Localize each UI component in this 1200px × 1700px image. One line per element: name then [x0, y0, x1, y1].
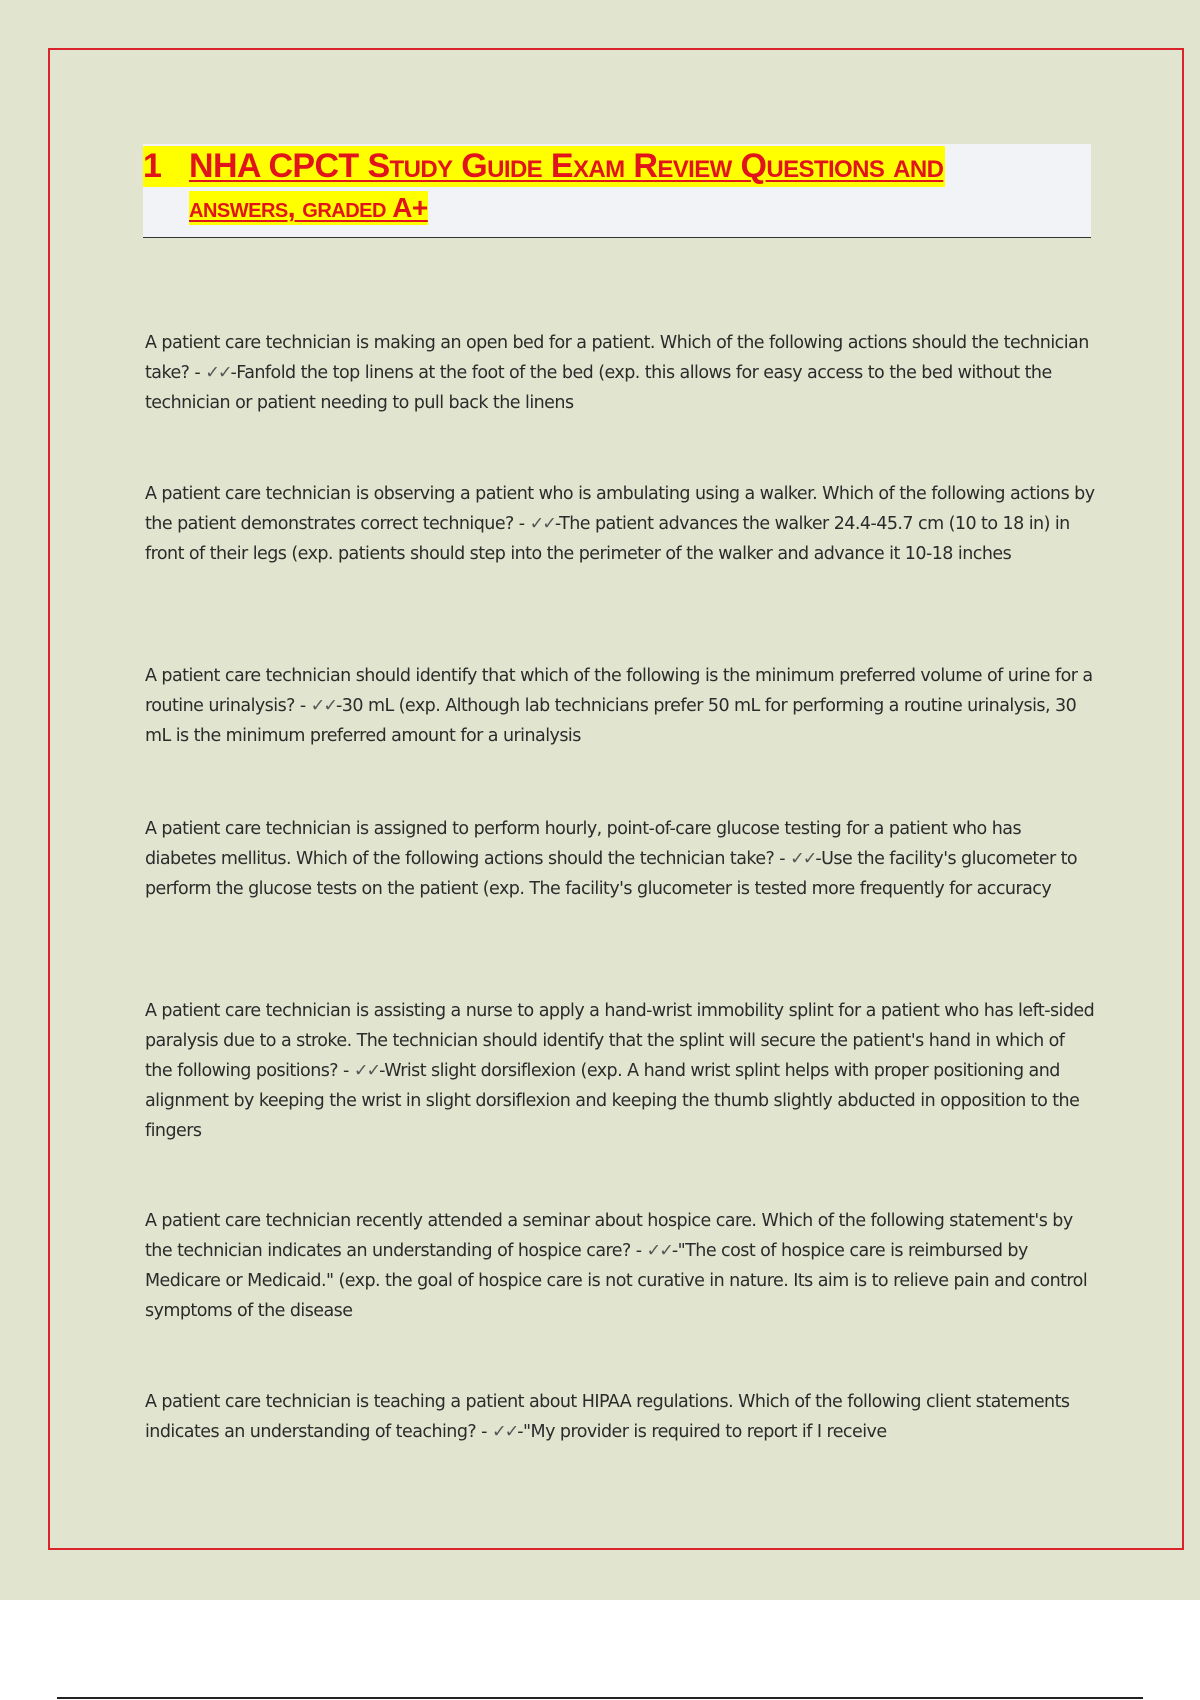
answer-text: -"My provider is required to report if I receive [517, 1422, 887, 1442]
answer-text: -Use the facility's glucometer to perform the glucose tests on the patient (exp. The facility's glucometer is tested more frequently for accuracy [145, 849, 1078, 899]
next-page-rule [57, 1697, 1143, 1699]
title-text-2: answers, graded A+ [189, 192, 428, 223]
answer-text: -30 mL (exp. Although lab technicians prefer 50 mL for performing a routine urinalysis, 30 mL is the minimum preferred amount for a urinalysis [145, 696, 1077, 746]
double-check-icon: ✓✓ [491, 1422, 518, 1442]
answer-text: -Wrist slight dorsiflexion (exp. A hand wrist splint helps with proper positioning and alignment by keeping the wrist in slight dorsiflexion and keeping the thumb slightly abducted in opposition to the fingers [145, 1061, 1080, 1141]
qa-item-2 [145, 479, 1095, 569]
qa-item-7 [145, 1387, 1095, 1447]
qa-item-5 [145, 996, 1095, 1146]
title-line-2 [189, 191, 428, 225]
double-check-icon: ✓✓ [205, 363, 231, 383]
question-text: A patient care technician recently attended a seminar about hospice care. Which of the following statement's by the technician indicates an understanding of hospice care? - [145, 1211, 1073, 1261]
answer-text: -"The cost of hospice care is reimbursed by Medicare or Medicaid." (exp. the goal of hospice care is not curative in nature. Its aim is to relieve pain and control symptoms of the disease [145, 1241, 1088, 1321]
heading-number: 1 [143, 147, 162, 185]
qa-item-1 [145, 328, 1095, 418]
double-check-icon: ✓✓ [646, 1241, 672, 1261]
double-check-icon: ✓✓ [529, 514, 555, 534]
qa-item-4 [145, 814, 1095, 904]
qa-item-3 [145, 661, 1095, 751]
answer-text: -The patient advances the walker 24.4-45.7 cm (10 to 18 in) in front of their legs (exp. patients should step into the perimeter of the walker and advance it 10-18 inches [145, 514, 1070, 564]
question-text: A patient care technician is making an open bed for a patient. Which of the following actions should the technician take? - [145, 333, 1089, 383]
question-text: A patient care technician is observing a patient who is ambulating using a walker. Which of the following actions by the patient demonstrates correct technique? - [145, 484, 1095, 534]
double-check-icon: ✓✓ [790, 849, 816, 869]
double-check-icon: ✓✓ [353, 1061, 380, 1081]
double-check-icon: ✓✓ [310, 696, 336, 716]
qa-item-6 [145, 1206, 1095, 1326]
title-text-1: NHA CPCT Study Guide Exam Review Questions and [189, 147, 944, 185]
answer-text: -Fanfold the top linens at the foot of the bed (exp. this allows for easy access to the bed without the technician or patient needing to pull back the linens [145, 363, 1052, 413]
title-line-1 [143, 146, 945, 187]
question-text: A patient care technician should identify that which of the following is the minimum preferred volume of urine for a routine urinalysis? - [145, 666, 1093, 716]
document-title [143, 144, 1091, 238]
question-text: A patient care technician is assisting a nurse to apply a hand-wrist immobility splint for a patient who has left-sided paralysis due to a stroke. The technician should identify that the splint will secure the patient's hand in which of the following positions? - [145, 1001, 1095, 1081]
question-text: A patient care technician is assigned to perform hourly, point-of-care glucose testing for a patient who has diabetes mellitus. Which of the following actions should the technician take? - [145, 819, 1022, 869]
question-text: A patient care technician is teaching a patient about HIPAA regulations. Which of the following client statements indicates an understanding of teaching? - [145, 1392, 1070, 1442]
